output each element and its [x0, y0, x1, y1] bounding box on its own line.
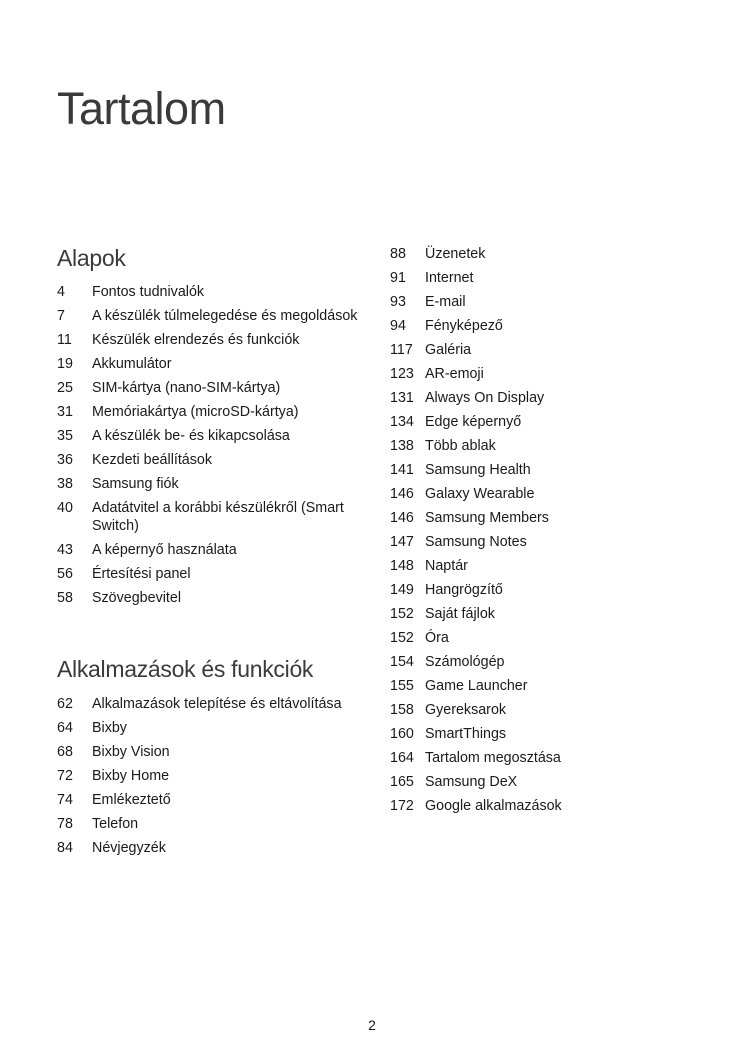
toc-entry[interactable]	[57, 743, 367, 761]
toc-page-number: 154	[390, 654, 414, 670]
toc-entry[interactable]	[57, 427, 367, 445]
toc-entry[interactable]	[57, 541, 367, 559]
toc-page-number: 160	[390, 726, 414, 742]
section-heading: Alkalmazások és funkciók	[57, 656, 314, 683]
toc-entry-label: Alkalmazások telepítése és eltávolítása	[92, 695, 342, 712]
toc-entry-label: Óra	[425, 630, 449, 646]
toc-page-number: 93	[390, 294, 406, 310]
toc-entry[interactable]	[390, 341, 690, 359]
toc-entry-label: Saját fájlok	[425, 606, 495, 622]
toc-page-number: 165	[390, 774, 414, 790]
page-title: Tartalom	[57, 83, 226, 134]
toc-page-number: 35	[57, 428, 73, 445]
toc-entry-label: Always On Display	[425, 390, 545, 406]
toc-entry[interactable]	[57, 499, 367, 535]
toc-entry[interactable]	[57, 331, 367, 349]
toc-page-number: 4	[57, 284, 65, 301]
toc-entry-label: Samsung Members	[425, 510, 549, 526]
toc-page-number: 141	[390, 462, 414, 478]
toc-page-number: 152	[390, 630, 414, 646]
toc-entry-label: Értesítési panel	[92, 566, 191, 583]
toc-list	[57, 283, 367, 607]
toc-page-number: 74	[57, 791, 73, 808]
toc-entry-label: Galaxy Wearable	[425, 486, 535, 502]
toc-entry[interactable]	[390, 365, 690, 383]
toc-entry-label: SIM-kártya (nano-SIM-kártya)	[92, 380, 281, 397]
toc-entry-label: Game Launcher	[425, 678, 528, 694]
toc-page-number: 148	[390, 558, 414, 574]
toc-entry-label: Tartalom megosztása	[425, 750, 561, 766]
toc-entry-label: Üzenetek	[425, 246, 486, 262]
toc-entry[interactable]	[57, 839, 367, 857]
toc-page-number: 64	[57, 719, 73, 736]
toc-page-number: 25	[57, 380, 73, 397]
toc-page-number: 38	[57, 476, 73, 493]
toc-list	[57, 695, 367, 857]
toc-entry-label: Emlékeztető	[92, 791, 171, 808]
toc-entry-label: Samsung fiók	[92, 476, 179, 493]
toc-entry-label: Samsung Health	[425, 462, 531, 478]
toc-section-alkalmazasok	[57, 657, 367, 856]
toc-entry[interactable]	[390, 413, 690, 431]
toc-entry[interactable]	[390, 605, 690, 623]
toc-entry-label: Számológép	[425, 654, 505, 670]
toc-entry[interactable]	[390, 677, 690, 695]
toc-page-number: 155	[390, 678, 414, 694]
toc-entry[interactable]	[57, 565, 367, 583]
toc-entry[interactable]	[390, 701, 690, 719]
toc-page-number: 134	[390, 414, 414, 430]
toc-entry-label: Gyereksarok	[425, 702, 507, 718]
toc-entry-label: A készülék be- és kikapcsolása	[92, 428, 290, 445]
toc-page-number: 36	[57, 452, 73, 469]
toc-entry-label: Akkumulátor	[92, 356, 172, 373]
toc-page-number: 149	[390, 582, 414, 598]
toc-entry[interactable]	[57, 815, 367, 833]
toc-entry[interactable]	[390, 485, 690, 503]
toc-page-number: 172	[390, 798, 414, 814]
toc-entry-label: Samsung DeX	[425, 774, 518, 790]
toc-entry[interactable]	[390, 773, 690, 791]
toc-entry-label: E-mail	[425, 294, 466, 310]
toc-entry[interactable]	[57, 283, 367, 301]
toc-page-number: 138	[390, 438, 414, 454]
toc-page-number: 68	[57, 743, 73, 760]
toc-entry[interactable]	[57, 355, 367, 373]
toc-page-number: 72	[57, 767, 73, 784]
toc-entry[interactable]	[390, 269, 690, 287]
toc-page-number: 91	[390, 270, 406, 286]
toc-page-number: 56	[57, 566, 73, 583]
toc-entry-label: A készülék túlmelegedése és megoldások	[92, 308, 358, 325]
toc-entry-label: Naptár	[425, 558, 468, 574]
toc-page-number: 31	[57, 404, 73, 421]
toc-entry-label: Bixby	[92, 719, 127, 736]
toc-entry[interactable]	[390, 797, 690, 815]
toc-entry[interactable]	[390, 293, 690, 311]
toc-entry-label: A képernyő használata	[92, 542, 237, 559]
toc-entry-label: Adatátvitel a korábbi készülékről (Smart Switch)	[92, 500, 344, 535]
toc-page-number: 158	[390, 702, 414, 718]
toc-entry-label: Edge képernyő	[425, 414, 522, 430]
toc-entry[interactable]	[390, 509, 690, 527]
toc-entry[interactable]	[390, 581, 690, 599]
toc-page-number: 40	[57, 500, 73, 517]
toc-entry-label: Szövegbevitel	[92, 590, 182, 607]
toc-entry[interactable]	[57, 379, 367, 397]
toc-entry[interactable]	[390, 533, 690, 551]
toc-page-number: 117	[390, 342, 413, 358]
toc-entry[interactable]	[390, 245, 690, 263]
toc-entry-label: Több ablak	[425, 438, 496, 454]
toc-left-column	[57, 246, 367, 863]
toc-entry-label: Internet	[425, 270, 474, 286]
toc-entry-label: Hangrögzítő	[425, 582, 503, 598]
toc-entry[interactable]	[390, 389, 690, 407]
toc-page-number: 94	[390, 318, 406, 334]
toc-entry[interactable]	[57, 767, 367, 785]
toc-page-number: 84	[57, 839, 73, 856]
toc-entry-label: Bixby Vision	[92, 743, 170, 760]
toc-entry-label: Telefon	[92, 815, 139, 832]
toc-entry[interactable]	[390, 749, 690, 767]
toc-entry[interactable]	[57, 695, 367, 713]
toc-page-number: 11	[57, 332, 72, 349]
toc-entry[interactable]	[57, 791, 367, 809]
section-heading: Alapok	[57, 245, 126, 271]
toc-entry-label: Kezdeti beállítások	[92, 452, 213, 469]
toc-section-alapok	[57, 246, 367, 607]
toc-entry[interactable]	[57, 451, 367, 469]
toc-entry[interactable]	[390, 557, 690, 575]
toc-page-number: 123	[390, 366, 414, 382]
toc-entry-label: Bixby Home	[92, 767, 170, 784]
toc-entry-label: Fényképező	[425, 318, 503, 334]
toc-entry[interactable]	[390, 437, 690, 455]
toc-page-number: 164	[390, 750, 414, 766]
toc-page-number: 58	[57, 590, 73, 607]
toc-entry[interactable]	[390, 317, 690, 335]
toc-page-number: 131	[390, 390, 414, 406]
toc-page-number: 43	[57, 542, 73, 559]
toc-page-number: 88	[390, 246, 406, 262]
toc-entry[interactable]	[57, 589, 367, 607]
toc-entry-label: AR-emoji	[425, 366, 484, 382]
toc-page-number: 19	[57, 356, 73, 373]
toc-page-number: 146	[390, 486, 414, 502]
toc-entry[interactable]	[57, 403, 367, 421]
toc-page-number: 7	[57, 308, 65, 325]
toc-page-number: 62	[57, 695, 73, 712]
toc-entry-label: Galéria	[425, 342, 472, 358]
toc-page-number: 147	[390, 534, 414, 550]
toc-entry[interactable]	[57, 307, 367, 325]
toc-entry[interactable]	[390, 629, 690, 647]
toc-right-column	[390, 245, 690, 821]
toc-entry-label: Samsung Notes	[425, 534, 527, 550]
toc-page-number: 146	[390, 510, 414, 526]
toc-entry[interactable]	[390, 461, 690, 479]
toc-entry-label: Névjegyzék	[92, 839, 166, 856]
toc-entry-label: Készülék elrendezés és funkciók	[92, 332, 300, 349]
toc-entry-label: Fontos tudnivalók	[92, 284, 205, 301]
toc-page-number: 152	[390, 606, 414, 622]
toc-page-number: 78	[57, 815, 73, 832]
toc-entry[interactable]	[390, 653, 690, 671]
toc-entry-label: Google alkalmazások	[425, 798, 562, 814]
toc-entry[interactable]	[57, 719, 367, 737]
toc-entry-label: Memóriakártya (microSD-kártya)	[92, 404, 299, 421]
page-number: 2	[368, 1017, 376, 1033]
toc-entry[interactable]	[390, 725, 690, 743]
toc-entry-label: SmartThings	[425, 726, 507, 742]
toc-entry[interactable]	[57, 475, 367, 493]
